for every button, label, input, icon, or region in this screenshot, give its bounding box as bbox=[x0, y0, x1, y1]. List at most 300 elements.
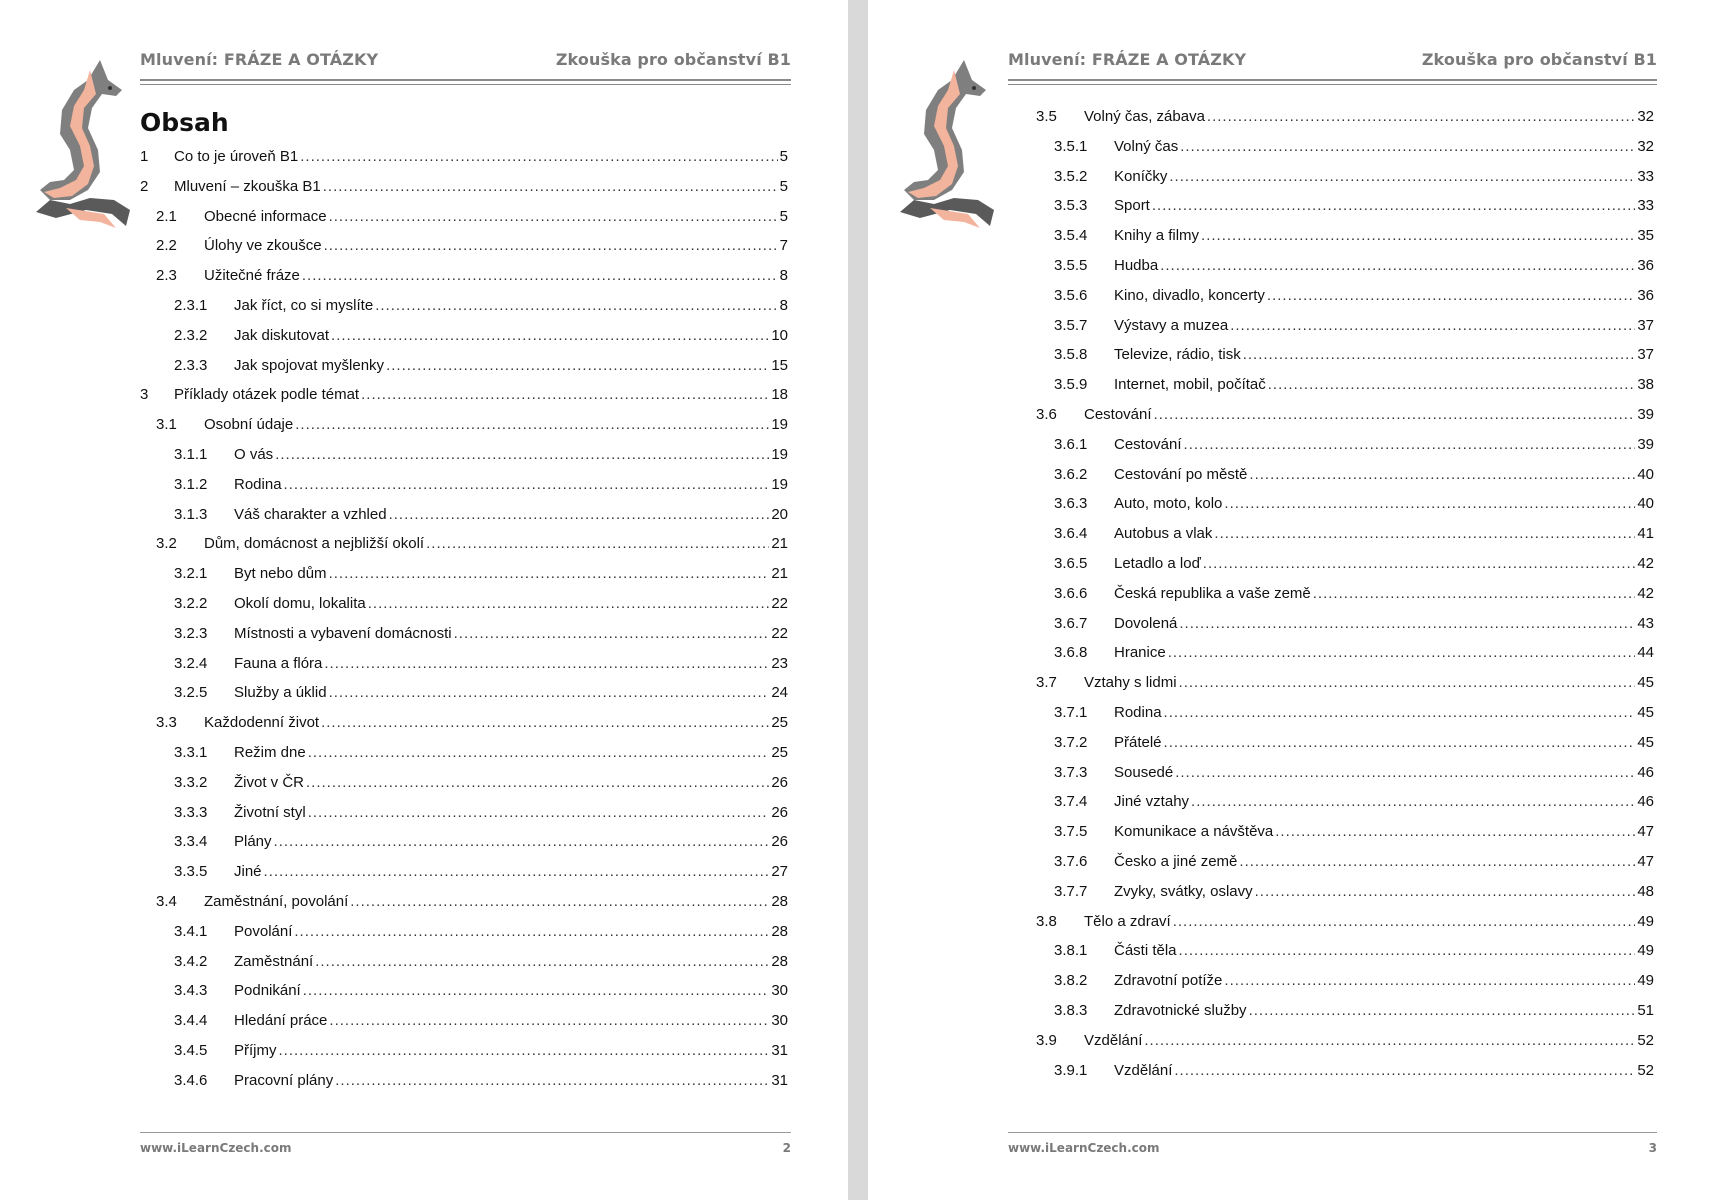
toc-entry-title: Zdravotní potíže bbox=[1114, 972, 1223, 990]
toc-entry[interactable] bbox=[140, 565, 788, 587]
toc-entry-title: Sousedé bbox=[1114, 763, 1174, 781]
toc-entry-number: 3.8.1 bbox=[1054, 942, 1088, 960]
toc-dot-leader bbox=[1164, 704, 1636, 721]
toc-entry-page: 28 bbox=[771, 893, 788, 910]
toc-dot-leader bbox=[321, 714, 769, 731]
toc-entry-number: 3.7.2 bbox=[1054, 733, 1088, 751]
toc-entry[interactable] bbox=[140, 833, 788, 855]
toc-entry-title: Zaměstnání, povolání bbox=[204, 893, 349, 910]
toc-entry-number: 3.7.4 bbox=[1054, 793, 1088, 811]
toc-entry[interactable] bbox=[1020, 555, 1654, 577]
toc-entry-page: 24 bbox=[771, 684, 788, 702]
toc-entry[interactable] bbox=[1020, 644, 1654, 666]
toc-entry-title: Zvyky, svátky, oslavy bbox=[1114, 882, 1253, 900]
toc-dot-leader bbox=[368, 595, 770, 612]
toc-entry[interactable] bbox=[140, 774, 788, 796]
toc-entry[interactable] bbox=[1020, 704, 1654, 726]
toc-entry-number: 3.5.7 bbox=[1054, 316, 1088, 334]
toc-entry-number: 3.1.1 bbox=[174, 446, 208, 463]
toc-dot-leader bbox=[426, 535, 769, 552]
toc-entry[interactable] bbox=[140, 684, 788, 706]
toc-dot-leader bbox=[1173, 913, 1636, 930]
toc-entry-title: Život v ČR bbox=[234, 773, 305, 791]
toc-entry-number: 3.2.3 bbox=[174, 624, 208, 642]
toc-entry-number: 3.4.4 bbox=[174, 1012, 208, 1030]
fox-logo-icon bbox=[894, 50, 1004, 230]
toc-entry-page: 51 bbox=[1637, 1002, 1654, 1019]
document-page-right bbox=[868, 0, 1714, 1200]
toc-entry-number: 3.3.1 bbox=[174, 744, 208, 761]
toc-entry-title: Okolí domu, lokalita bbox=[234, 595, 366, 612]
toc-entry-title: Knihy a filmy bbox=[1114, 227, 1200, 245]
toc-entry-title: Komunikace a návštěva bbox=[1114, 823, 1274, 841]
toc-entry-number: 3.3.5 bbox=[174, 863, 208, 881]
toc-dot-leader bbox=[308, 744, 770, 761]
toc-dot-leader bbox=[1168, 644, 1636, 661]
toc-entry-title: Životní styl bbox=[234, 803, 306, 821]
toc-entry-number: 3.5.4 bbox=[1054, 227, 1088, 245]
header-divider-thin bbox=[140, 84, 791, 85]
toc-dot-leader bbox=[1239, 853, 1635, 870]
toc-entry-title: Užitečné fráze bbox=[204, 267, 300, 285]
toc-entry-page: 5 bbox=[779, 148, 788, 165]
toc-entry-page: 19 bbox=[771, 446, 788, 463]
toc-entry[interactable] bbox=[140, 446, 788, 468]
toc-entry-title: Povolání bbox=[234, 922, 293, 940]
toc-entry-page: 32 bbox=[1637, 137, 1654, 155]
toc-entry[interactable] bbox=[1020, 317, 1654, 339]
toc-dot-leader bbox=[1169, 168, 1635, 185]
toc-entry-page: 52 bbox=[1637, 1031, 1654, 1049]
header-subtitle: Zkouška pro občanství B1 bbox=[555, 50, 791, 69]
toc-dot-leader bbox=[1180, 138, 1635, 155]
toc-entry-title: Jak říct, co si myslíte bbox=[234, 297, 374, 314]
toc-entry-title: Cestování bbox=[1084, 406, 1152, 423]
toc-entry-number: 3.3 bbox=[156, 714, 177, 732]
toc-entry[interactable] bbox=[1020, 138, 1654, 160]
toc-entry-page: 46 bbox=[1637, 793, 1654, 811]
toc-entry[interactable] bbox=[140, 535, 788, 557]
toc-entry[interactable] bbox=[140, 506, 788, 528]
toc-entry[interactable] bbox=[140, 1042, 788, 1064]
toc-dot-leader bbox=[1249, 1002, 1636, 1019]
toc-dot-leader bbox=[1243, 346, 1636, 363]
toc-entry-page: 36 bbox=[1637, 286, 1654, 304]
toc-entry-title: Podnikání bbox=[234, 982, 301, 1000]
toc-entry-title: Dovolená bbox=[1114, 614, 1178, 632]
toc-entry-number: 2.2 bbox=[156, 237, 177, 255]
toc-entry-page: 31 bbox=[771, 1042, 788, 1059]
toc-entry[interactable] bbox=[140, 714, 788, 736]
toc-entry[interactable] bbox=[1020, 1062, 1654, 1084]
toc-entry-page: 45 bbox=[1637, 674, 1654, 692]
toc-dot-leader bbox=[1224, 972, 1635, 989]
header-title: Mluvení: FRÁZE A OTÁZKY bbox=[1008, 50, 1247, 69]
toc-entry-number: 3.2.4 bbox=[174, 654, 208, 672]
toc-entry[interactable] bbox=[1020, 615, 1654, 637]
toc-entry-number: 3.2 bbox=[156, 535, 177, 553]
toc-entry-page: 49 bbox=[1637, 972, 1654, 990]
toc-dot-leader bbox=[1144, 1032, 1635, 1049]
toc-entry[interactable] bbox=[140, 297, 788, 319]
toc-entry[interactable] bbox=[1020, 346, 1654, 368]
toc-entry-title: Části těla bbox=[1114, 942, 1177, 960]
toc-entry-title: Služby a úklid bbox=[234, 684, 327, 702]
toc-entry[interactable] bbox=[140, 863, 788, 885]
toc-entry[interactable] bbox=[1020, 287, 1654, 309]
toc-entry-title: Auto, moto, kolo bbox=[1114, 495, 1223, 513]
toc-entry-page: 15 bbox=[771, 356, 788, 374]
toc-entry-page: 18 bbox=[771, 386, 788, 404]
toc-entry-title: Televize, rádio, tisk bbox=[1114, 346, 1241, 364]
toc-entry-number: 3.1.2 bbox=[174, 475, 208, 493]
toc-dot-leader bbox=[375, 297, 777, 314]
toc-entry-page: 22 bbox=[771, 624, 788, 642]
toc-entry[interactable] bbox=[140, 476, 788, 498]
toc-entry[interactable] bbox=[140, 953, 788, 975]
toc-entry-title: Jiné bbox=[234, 863, 262, 881]
toc-entry-number: 3.3.2 bbox=[174, 773, 208, 791]
toc-entry-title: Koníčky bbox=[1114, 167, 1168, 185]
toc-entry-page: 33 bbox=[1637, 167, 1654, 185]
toc-entry[interactable] bbox=[140, 1012, 788, 1034]
toc-entry[interactable] bbox=[140, 804, 788, 826]
toc-entry-title: Mluvení – zkouška B1 bbox=[174, 177, 321, 195]
toc-entry-title: Dům, domácnost a nejbližší okolí bbox=[204, 535, 425, 553]
toc-entry[interactable] bbox=[140, 416, 788, 438]
toc-entry-title: Výstavy a muzea bbox=[1114, 316, 1229, 334]
toc-dot-leader bbox=[284, 476, 770, 493]
toc-entry-title: Každodenní život bbox=[204, 714, 320, 732]
toc-entry[interactable] bbox=[140, 237, 788, 259]
toc-dot-leader bbox=[1160, 257, 1635, 274]
toc-entry-page: 28 bbox=[771, 922, 788, 940]
toc-entry[interactable] bbox=[1020, 168, 1654, 190]
toc-entry[interactable] bbox=[1020, 525, 1654, 547]
toc-entry-title: Co to je úroveň B1 bbox=[174, 148, 299, 165]
toc-dot-leader bbox=[1174, 1062, 1635, 1079]
toc-entry[interactable] bbox=[1020, 853, 1654, 875]
toc-dot-leader bbox=[1268, 376, 1636, 393]
toc-entry-page: 49 bbox=[1637, 942, 1654, 960]
toc-dot-leader bbox=[1191, 793, 1635, 810]
toc-entry-number: 3.2.2 bbox=[174, 595, 208, 612]
toc-entry-title: O vás bbox=[234, 446, 274, 463]
toc-entry[interactable] bbox=[140, 923, 788, 945]
toc-entry-page: 20 bbox=[771, 505, 788, 523]
toc-dot-leader bbox=[324, 655, 769, 672]
toc-entry[interactable] bbox=[140, 982, 788, 1004]
toc-entry-page: 37 bbox=[1637, 316, 1654, 334]
toc-entry-page: 48 bbox=[1637, 882, 1654, 900]
toc-entry-page: 25 bbox=[771, 714, 788, 732]
toc-entry-number: 3.6.1 bbox=[1054, 435, 1088, 453]
toc-entry-page: 45 bbox=[1637, 704, 1654, 721]
toc-entry[interactable] bbox=[1020, 436, 1654, 458]
toc-entry-number: 3.3.3 bbox=[174, 803, 208, 821]
toc-dot-leader bbox=[295, 416, 769, 433]
toc-dot-leader bbox=[1207, 108, 1635, 125]
toc-entry-number: 3.5 bbox=[1036, 108, 1057, 125]
toc-entry-title: Rodina bbox=[1114, 704, 1162, 721]
toc-entry-title: Rodina bbox=[234, 475, 282, 493]
toc-entry-number: 3.4.1 bbox=[174, 922, 208, 940]
toc-dot-leader bbox=[1203, 555, 1636, 572]
toc-dot-leader bbox=[1249, 466, 1635, 483]
toc-dot-leader bbox=[329, 565, 770, 582]
toc-dot-leader bbox=[323, 178, 778, 195]
toc-dot-leader bbox=[1267, 287, 1635, 304]
toc-entry-title: Příklady otázek podle témat bbox=[174, 386, 360, 404]
toc-entry[interactable] bbox=[140, 148, 788, 170]
toc-entry[interactable] bbox=[140, 357, 788, 379]
toc-entry[interactable] bbox=[140, 744, 788, 766]
toc-entry[interactable] bbox=[1020, 257, 1654, 279]
toc-entry[interactable] bbox=[140, 595, 788, 617]
toc-entry-page: 5 bbox=[779, 207, 788, 225]
toc-dot-leader bbox=[315, 953, 769, 970]
toc-entry-title: Plány bbox=[234, 833, 272, 851]
toc-entry-number: 3.9.1 bbox=[1054, 1061, 1088, 1079]
toc-entry[interactable] bbox=[140, 208, 788, 230]
toc-entry-title: Jak diskutovat bbox=[234, 326, 330, 344]
toc-entry[interactable] bbox=[1020, 972, 1654, 994]
toc-entry[interactable] bbox=[1020, 674, 1654, 696]
toc-entry-page: 40 bbox=[1637, 465, 1654, 483]
toc-entry-title: Internet, mobil, počítač bbox=[1114, 376, 1266, 394]
toc-entry-page: 42 bbox=[1637, 555, 1654, 572]
toc-entry-page: 39 bbox=[1637, 435, 1654, 453]
toc-entry[interactable] bbox=[1020, 883, 1654, 905]
toc-entry-number: 3.7.7 bbox=[1054, 882, 1088, 900]
toc-entry-number: 3.3.4 bbox=[174, 833, 208, 851]
toc-entry-page: 21 bbox=[771, 535, 788, 553]
toc-entry-page: 47 bbox=[1637, 853, 1654, 870]
toc-entry-number: 3.6 bbox=[1036, 406, 1057, 423]
toc-entry-page: 25 bbox=[771, 744, 788, 761]
toc-entry[interactable] bbox=[1020, 585, 1654, 607]
toc-entry[interactable] bbox=[1020, 823, 1654, 845]
toc-entry-number: 1 bbox=[140, 148, 149, 165]
toc-entry-title: Hledání práce bbox=[234, 1012, 328, 1030]
toc-entry-title: Zdravotnické služby bbox=[1114, 1002, 1247, 1019]
toc-entry-number: 3.7.5 bbox=[1054, 823, 1088, 841]
toc-entry-number: 3.7.6 bbox=[1054, 853, 1088, 870]
toc-entry-title: Letadlo a loď bbox=[1114, 555, 1201, 572]
toc-entry-page: 8 bbox=[779, 297, 788, 314]
toc-entry-number: 3 bbox=[140, 386, 149, 404]
toc-dot-leader bbox=[1230, 317, 1635, 334]
header-divider bbox=[1008, 79, 1657, 81]
toc-entry-number: 3.1.3 bbox=[174, 505, 208, 523]
toc-entry-number: 3.4.5 bbox=[174, 1042, 208, 1059]
toc-dot-leader bbox=[350, 893, 769, 910]
toc-dot-leader bbox=[1184, 436, 1636, 453]
toc-dot-leader bbox=[329, 1012, 769, 1029]
toc-dot-leader bbox=[329, 684, 770, 701]
toc-entry-number: 2 bbox=[140, 177, 149, 195]
toc-entry-page: 7 bbox=[779, 237, 788, 255]
toc-entry-number: 3.7 bbox=[1036, 674, 1057, 692]
toc-entry-title: Autobus a vlak bbox=[1114, 525, 1213, 543]
toc-entry-page: 32 bbox=[1637, 108, 1654, 125]
toc-entry-number: 3.6.6 bbox=[1054, 584, 1088, 602]
page-footer bbox=[140, 1132, 791, 1155]
header-subtitle: Zkouška pro občanství B1 bbox=[1421, 50, 1657, 69]
toc-entry-title: Volný čas, zábava bbox=[1084, 108, 1205, 125]
toc-entry-number: 2.3.1 bbox=[174, 297, 208, 314]
toc-entry-number: 3.5.3 bbox=[1054, 197, 1088, 215]
toc-entry-number: 3.2.1 bbox=[174, 565, 208, 583]
toc-dot-leader bbox=[329, 208, 778, 225]
toc-entry[interactable] bbox=[1020, 406, 1654, 428]
toc-entry[interactable] bbox=[1020, 108, 1654, 130]
toc-entry-title: Pracovní plány bbox=[234, 1071, 334, 1089]
toc-entry-number: 3.7.1 bbox=[1054, 704, 1088, 721]
toc-entry-number: 3.4.3 bbox=[174, 982, 208, 1000]
toc-entry[interactable] bbox=[140, 625, 788, 647]
toc-entry-page: 45 bbox=[1637, 733, 1654, 751]
toc-entry-number: 3.6.5 bbox=[1054, 555, 1088, 572]
toc-entry-page: 8 bbox=[779, 267, 788, 285]
footer-divider bbox=[1008, 1132, 1657, 1133]
toc-dot-leader bbox=[1175, 764, 1635, 781]
toc-entry-title: Kino, divadlo, koncerty bbox=[1114, 286, 1265, 304]
toc-dot-leader bbox=[386, 357, 769, 374]
toc-entry-number: 3.5.5 bbox=[1054, 257, 1088, 274]
toc-entry-number: 3.6.2 bbox=[1054, 465, 1088, 483]
toc-dot-leader bbox=[1255, 883, 1636, 900]
toc-entry[interactable] bbox=[140, 893, 788, 915]
toc-entry-number: 3.6.3 bbox=[1054, 495, 1088, 513]
toc-entry-page: 26 bbox=[771, 773, 788, 791]
toc-entry-page: 27 bbox=[771, 863, 788, 881]
toc-entry-page: 33 bbox=[1637, 197, 1654, 215]
toc-entry-number: 3.2.5 bbox=[174, 684, 208, 702]
toc-dot-leader bbox=[302, 267, 778, 284]
toc-entry-title: Volný čas bbox=[1114, 137, 1179, 155]
toc-entry[interactable] bbox=[1020, 227, 1654, 249]
toc-entry-title: Úlohy ve zkoušce bbox=[204, 237, 322, 255]
toc-entry[interactable] bbox=[1020, 1032, 1654, 1054]
footer-divider bbox=[140, 1132, 791, 1133]
toc-entry-page: 31 bbox=[771, 1071, 788, 1089]
toc-entry[interactable] bbox=[1020, 913, 1654, 935]
toc-entry-page: 21 bbox=[771, 565, 788, 583]
toc-entry[interactable] bbox=[140, 267, 788, 289]
toc-entry-title: Režim dne bbox=[234, 744, 306, 761]
toc-entry-number: 3.8 bbox=[1036, 912, 1057, 930]
toc-entry-page: 52 bbox=[1637, 1061, 1654, 1079]
toc-dot-leader bbox=[1164, 734, 1636, 751]
toc-entry[interactable] bbox=[1020, 197, 1654, 219]
toc-dot-leader bbox=[279, 1042, 770, 1059]
toc-entry-page: 37 bbox=[1637, 346, 1654, 364]
toc-entry-number: 3.4.6 bbox=[174, 1071, 208, 1089]
toc-dot-leader bbox=[303, 982, 770, 999]
toc-entry-number: 3.6.7 bbox=[1054, 614, 1088, 632]
toc-dot-leader bbox=[294, 923, 769, 940]
toc-entry[interactable] bbox=[140, 1072, 788, 1094]
toc-dot-leader bbox=[308, 804, 770, 821]
toc-dot-leader bbox=[335, 1072, 769, 1089]
toc-dot-leader bbox=[1179, 942, 1636, 959]
toc-entry-title: Jak spojovat myšlenky bbox=[234, 356, 385, 374]
toc-entry-title: Vzdělání bbox=[1114, 1061, 1173, 1079]
toc-entry-page: 30 bbox=[771, 1012, 788, 1030]
toc-dot-leader bbox=[324, 237, 778, 254]
header-divider-thin bbox=[1008, 84, 1657, 85]
toc-entry-page: 42 bbox=[1637, 584, 1654, 602]
toc-dot-leader bbox=[389, 506, 770, 523]
toc-entry-page: 40 bbox=[1637, 495, 1654, 513]
toc-entry-title: Místnosti a vybavení domácnosti bbox=[234, 624, 452, 642]
toc-entry-page: 5 bbox=[779, 177, 788, 195]
toc-dot-leader bbox=[1152, 197, 1635, 214]
toc-dot-leader bbox=[275, 446, 769, 463]
toc-entry-number: 3.5.6 bbox=[1054, 286, 1088, 304]
toc-entry-number: 2.3 bbox=[156, 267, 177, 285]
toc-entry[interactable] bbox=[140, 178, 788, 200]
toc-entry-page: 26 bbox=[771, 803, 788, 821]
toc-entry-number: 2.1 bbox=[156, 207, 177, 225]
toc-entry[interactable] bbox=[1020, 1002, 1654, 1024]
toc-dot-leader bbox=[1275, 823, 1635, 840]
toc-entry-page: 26 bbox=[771, 833, 788, 851]
toc-entry-page: 30 bbox=[771, 982, 788, 1000]
toc-entry[interactable] bbox=[1020, 466, 1654, 488]
toc-entry-page: 44 bbox=[1637, 644, 1654, 662]
toc-entry-number: 2.3.2 bbox=[174, 326, 208, 344]
header-title: Mluvení: FRÁZE A OTÁZKY bbox=[140, 50, 379, 69]
toc-entry[interactable] bbox=[1020, 495, 1654, 517]
toc-entry-number: 3.4.2 bbox=[174, 952, 208, 970]
footer-page-number: 2 bbox=[782, 1141, 791, 1155]
toc-entry[interactable] bbox=[1020, 942, 1654, 964]
toc-entry-title: Osobní údaje bbox=[204, 416, 294, 434]
toc-dot-leader bbox=[1201, 227, 1635, 244]
toc-entry-number: 3.8.2 bbox=[1054, 972, 1088, 990]
toc-entry-page: 19 bbox=[771, 475, 788, 493]
toc-entry-title: Hranice bbox=[1114, 644, 1166, 662]
toc-entry-number: 3.7.3 bbox=[1054, 763, 1088, 781]
toc-entry-page: 35 bbox=[1637, 227, 1654, 245]
toc-entry-page: 10 bbox=[771, 326, 788, 344]
toc-entry[interactable] bbox=[1020, 764, 1654, 786]
toc-dot-leader bbox=[1224, 495, 1635, 512]
toc-entry-number: 3.9 bbox=[1036, 1031, 1057, 1049]
toc-entry[interactable] bbox=[140, 327, 788, 349]
toc-entry[interactable] bbox=[140, 386, 788, 408]
toc-dot-leader bbox=[331, 327, 769, 344]
toc-entry-title: Fauna a flóra bbox=[234, 654, 323, 672]
toc-entry[interactable] bbox=[1020, 793, 1654, 815]
toc-entry-page: 19 bbox=[771, 416, 788, 434]
toc-entry-title: Váš charakter a vzhled bbox=[234, 505, 387, 523]
toc-entry-title: Vztahy s lidmi bbox=[1084, 674, 1177, 692]
page-footer bbox=[1008, 1132, 1657, 1155]
toc-entry-title: Zaměstnání bbox=[234, 952, 314, 970]
toc-entry[interactable] bbox=[1020, 734, 1654, 756]
toc-entry[interactable] bbox=[140, 655, 788, 677]
toc-entry-page: 36 bbox=[1637, 257, 1654, 274]
toc-entry-title: Vzdělání bbox=[1084, 1031, 1143, 1049]
toc-entry-number: 2.3.3 bbox=[174, 356, 208, 374]
toc-entry-number: 3.5.9 bbox=[1054, 376, 1088, 394]
toc-dot-leader bbox=[454, 625, 770, 642]
toc-entry[interactable] bbox=[1020, 376, 1654, 398]
toc-entry-number: 3.6.4 bbox=[1054, 525, 1088, 543]
